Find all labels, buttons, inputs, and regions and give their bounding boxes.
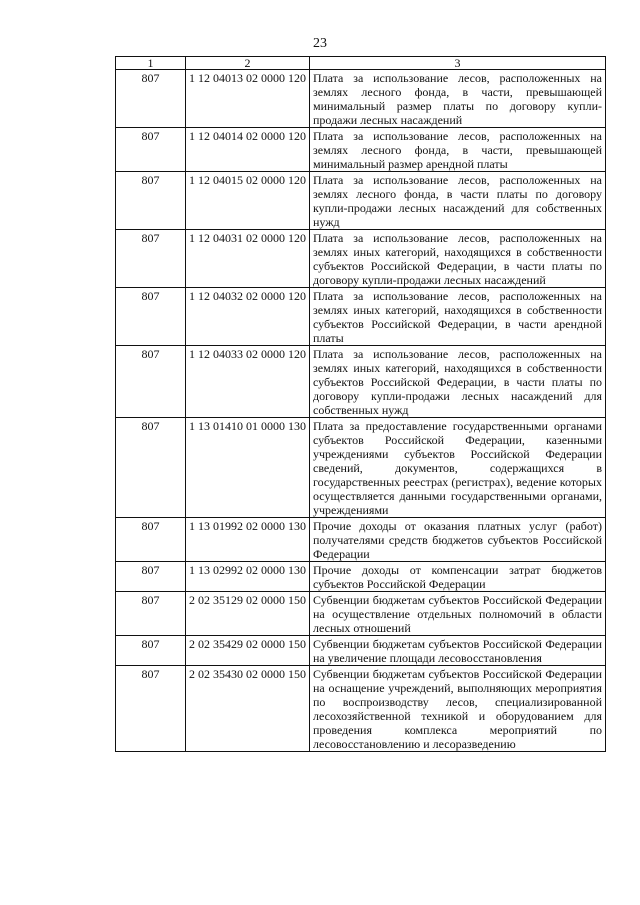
admin-code-cell: 807: [116, 592, 186, 636]
revenue-name-cell: Плата за использование лесов, расположенных на землях иных категорий, находящихся в собственности субъектов Российской Федерации, в части платы по договору купли-продажи лесных насаждений для собственных нужд: [310, 346, 606, 418]
revenue-name-cell: Прочие доходы от компенсации затрат бюджетов субъектов Российской Федерации: [310, 562, 606, 592]
table-row: [116, 636, 606, 666]
revenue-name-cell: Плата за использование лесов, расположенных на землях иных категорий, находящихся в собственности субъектов Российской Федерации, в части арендной платы: [310, 288, 606, 346]
table-row: [116, 346, 606, 418]
revenue-code-cell: 2 02 35430 02 0000 150: [186, 666, 310, 752]
revenue-codes-table: [115, 56, 606, 752]
revenue-code-cell: 1 13 02992 02 0000 130: [186, 562, 310, 592]
revenue-code-cell: 2 02 35129 02 0000 150: [186, 592, 310, 636]
revenue-name-cell: Субвенции бюджетам субъектов Российской Федерации на увеличение площади лесовосстановления: [310, 636, 606, 666]
table-row: [116, 592, 606, 636]
admin-code-cell: 807: [116, 230, 186, 288]
admin-code-cell: 807: [116, 70, 186, 128]
admin-code-cell: 807: [116, 636, 186, 666]
revenue-code-cell: 1 12 04031 02 0000 120: [186, 230, 310, 288]
table-row: [116, 418, 606, 518]
column-header-2: 2: [186, 57, 310, 70]
table-row: [116, 562, 606, 592]
revenue-name-cell: Субвенции бюджетам субъектов Российской Федерации на оснащение учреждений, выполняющих мероприятия по воспроизводству лесов, специализированной лесохозяйственной техникой и оборудованием для проведения комплекса мероприятий по лесовосстановлению и лесоразведению: [310, 666, 606, 752]
column-header-1: 1: [116, 57, 186, 70]
table-row: [116, 518, 606, 562]
revenue-code-cell: 1 12 04015 02 0000 120: [186, 172, 310, 230]
table-row: [116, 172, 606, 230]
admin-code-cell: 807: [116, 346, 186, 418]
revenue-name-cell: Прочие доходы от оказания платных услуг (работ) получателями средств бюджетов субъектов Российской Федерации: [310, 518, 606, 562]
table-row: [116, 128, 606, 172]
table-row: [116, 666, 606, 752]
revenue-code-cell: 1 13 01410 01 0000 130: [186, 418, 310, 518]
admin-code-cell: 807: [116, 666, 186, 752]
table-row: [116, 230, 606, 288]
table-header-row: [116, 57, 606, 70]
admin-code-cell: 807: [116, 128, 186, 172]
table-row: [116, 70, 606, 128]
revenue-code-cell: 2 02 35429 02 0000 150: [186, 636, 310, 666]
revenue-code-cell: 1 12 04033 02 0000 120: [186, 346, 310, 418]
admin-code-cell: 807: [116, 562, 186, 592]
revenue-code-cell: 1 13 01992 02 0000 130: [186, 518, 310, 562]
revenue-code-cell: 1 12 04014 02 0000 120: [186, 128, 310, 172]
revenue-name-cell: Плата за использование лесов, расположенных на землях лесного фонда, в части, превышающей минимальный размер арендной платы: [310, 128, 606, 172]
table-row: [116, 288, 606, 346]
admin-code-cell: 807: [116, 172, 186, 230]
admin-code-cell: 807: [116, 288, 186, 346]
admin-code-cell: 807: [116, 418, 186, 518]
revenue-code-cell: 1 12 04013 02 0000 120: [186, 70, 310, 128]
revenue-name-cell: Плата за использование лесов, расположенных на землях лесного фонда, в части, превышающей минимальный размер платы по договору купли-продажи лесных насаждений: [310, 70, 606, 128]
revenue-name-cell: Плата за использование лесов, расположенных на землях лесного фонда, в части платы по договору купли-продажи лесных насаждений для собственных нужд: [310, 172, 606, 230]
revenue-name-cell: Субвенции бюджетам субъектов Российской Федерации на осуществление отдельных полномочий в области лесных отношений: [310, 592, 606, 636]
admin-code-cell: 807: [116, 518, 186, 562]
column-header-3: 3: [310, 57, 606, 70]
revenue-code-cell: 1 12 04032 02 0000 120: [186, 288, 310, 346]
revenue-name-cell: Плата за предоставление государственными органами субъектов Российской Федерации, казенными учреждениями субъектов Российской Федерации сведений, документов, содержащихся в государственных реестрах (регистрах), ведение которых осуществляется данными государственными органами, учреждениями: [310, 418, 606, 518]
page-number: 23: [313, 36, 327, 51]
revenue-name-cell: Плата за использование лесов, расположенных на землях иных категорий, находящихся в собственности субъектов Российской Федерации, в части платы по договору купли-продажи лесных насаждений: [310, 230, 606, 288]
